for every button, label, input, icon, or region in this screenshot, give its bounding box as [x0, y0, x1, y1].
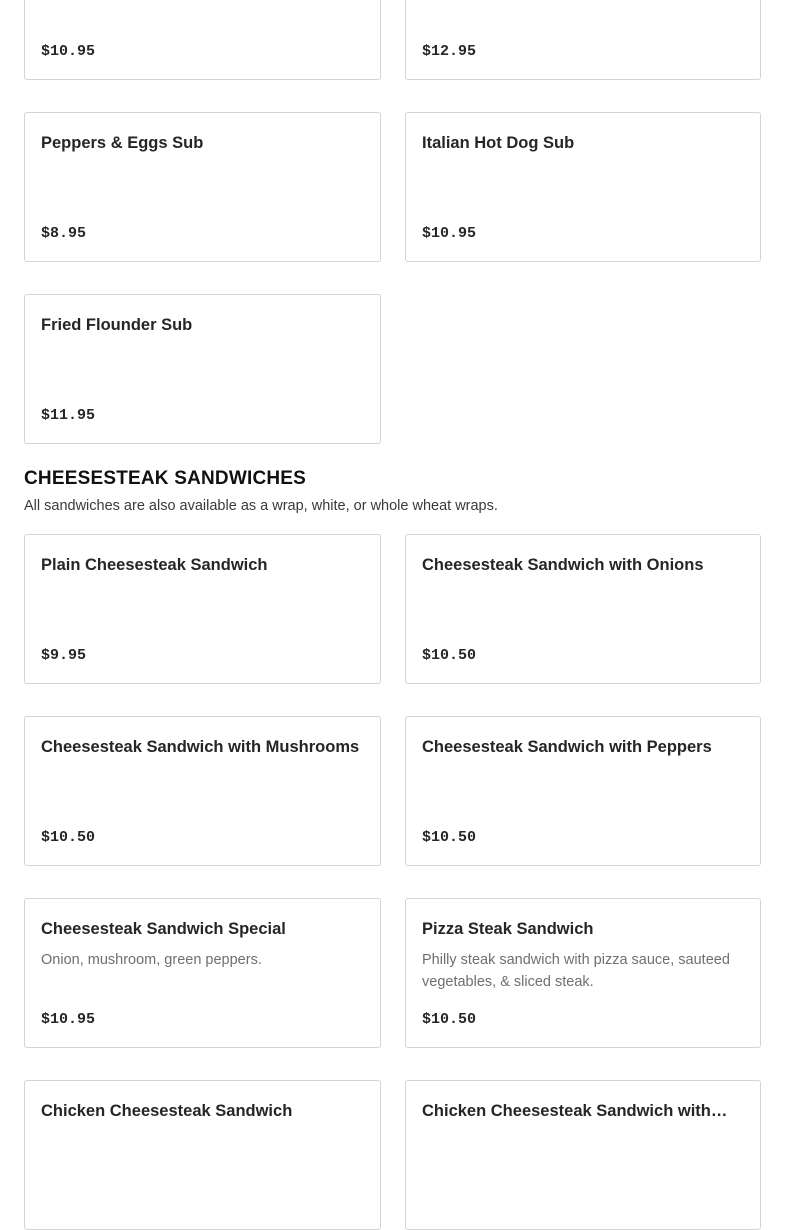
item-name: Fried Flounder Sub [41, 316, 193, 334]
item-name: Chicken Cheesesteak Sandwich with… [422, 1102, 728, 1120]
item-price: $9.95 [41, 647, 87, 664]
item-name: Chicken Cheesesteak Sandwich [41, 1102, 293, 1120]
item-price: $10.95 [41, 43, 96, 60]
menu-item-card[interactable] [24, 294, 381, 444]
item-price: $8.95 [41, 225, 87, 242]
item-price: $10.50 [422, 1011, 477, 1028]
item-name: Italian Hot Dog Sub [422, 134, 575, 152]
item-price: $11.95 [41, 407, 96, 424]
item-name: Cheesesteak Sandwich with Mushrooms [41, 738, 360, 756]
menu-item-card[interactable] [405, 1080, 761, 1230]
item-name: Pizza Steak Sandwich [422, 920, 594, 938]
item-price: $10.50 [422, 829, 477, 846]
item-name: Peppers & Eggs Sub [41, 134, 204, 152]
item-price: $10.50 [422, 647, 477, 664]
menu-item-card[interactable] [405, 0, 761, 80]
item-price: $10.95 [41, 1011, 96, 1028]
item-name: Cheesesteak Sandwich with Peppers [422, 738, 712, 756]
menu-item-card[interactable] [405, 716, 761, 866]
menu-item-card[interactable] [24, 0, 381, 80]
item-price: $12.95 [422, 43, 477, 60]
item-name: Cheesesteak Sandwich Special [41, 920, 286, 938]
menu-item-card[interactable] [405, 534, 761, 684]
menu-item-card[interactable] [405, 898, 761, 1048]
menu-item-card[interactable] [24, 898, 381, 1048]
menu-item-card[interactable] [405, 112, 761, 262]
section-subtitle: All sandwiches are also available as a wrap, white, or whole wheat wraps. [24, 498, 498, 514]
item-name: Plain Cheesesteak Sandwich [41, 556, 268, 574]
item-price: $10.50 [41, 829, 96, 846]
item-price: $10.95 [422, 225, 477, 242]
menu-item-card[interactable] [24, 1080, 381, 1230]
item-description: Onion, mushroom, green peppers. [41, 952, 262, 968]
section-title: CHEESESTEAK SANDWICHES [24, 468, 307, 489]
menu-item-card[interactable] [24, 716, 381, 866]
item-description: Philly steak sandwich with pizza sauce, sauteed vegetables, & sliced steak. [422, 952, 730, 990]
menu-item-card[interactable] [24, 112, 381, 262]
menu-item-card[interactable] [24, 534, 381, 684]
item-name: Cheesesteak Sandwich with Onions [422, 556, 704, 574]
